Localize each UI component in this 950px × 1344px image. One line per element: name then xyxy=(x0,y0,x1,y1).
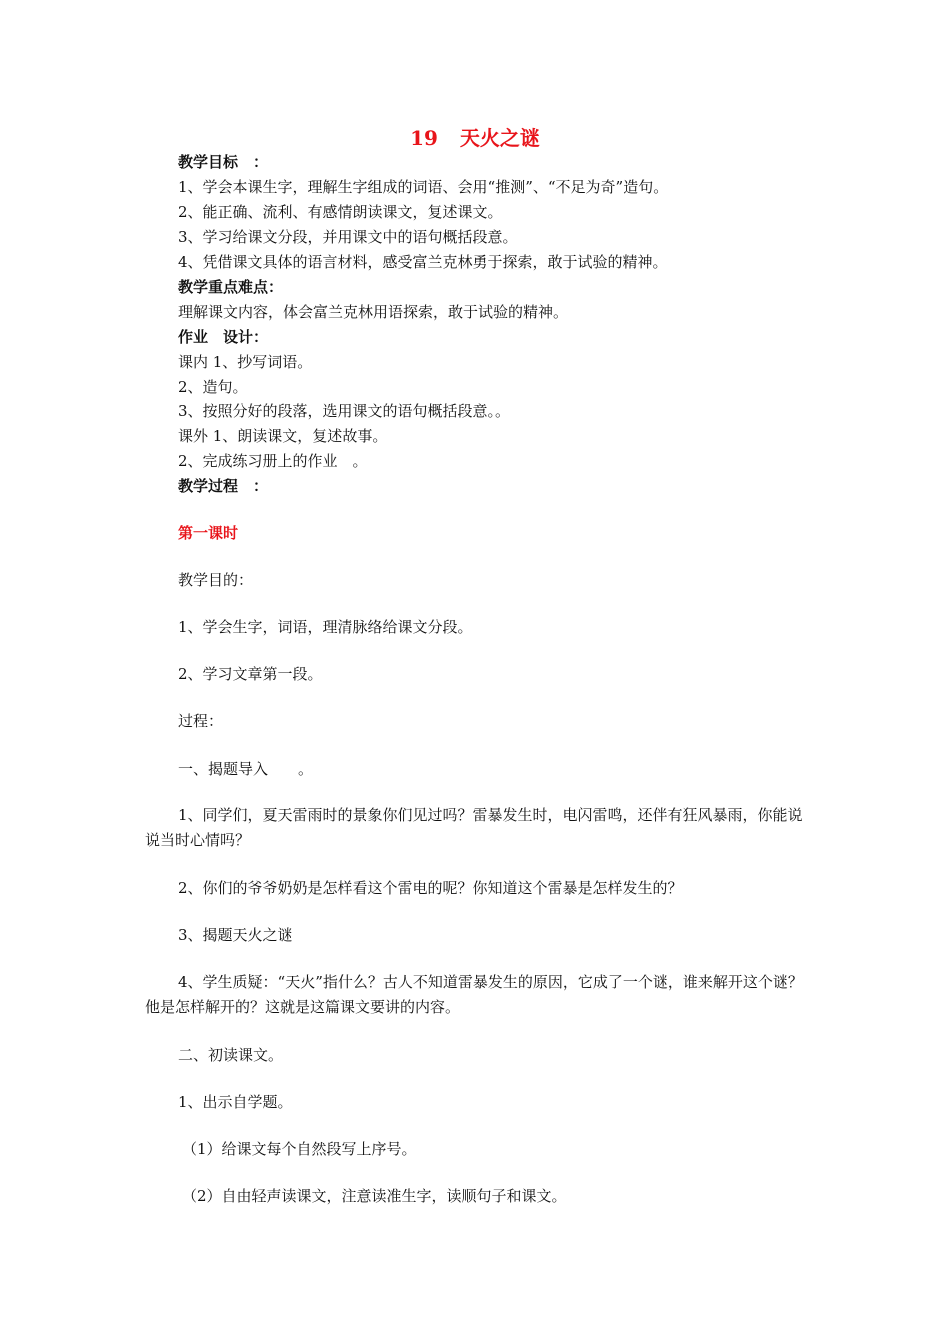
objective-item: 1、学会本课生字，理解生字组成的词语、会用“推测”、“不足为奇”造句。 xyxy=(178,178,669,196)
homework-heading: 作业 设计： xyxy=(178,328,269,346)
section-heading: 二、初读课文。 xyxy=(178,1046,284,1064)
homework-item: 2、完成练习册上的作业 。 xyxy=(178,452,368,470)
paragraph: 4、学生质疑：“天火”指什么？古人不知道雷暴发生的原因，它成了一个谜，谁来解开这个谜？他是怎样解开的？这就是这篇课文要讲的内容。 xyxy=(145,973,803,1016)
lesson-title xyxy=(0,124,950,152)
paragraph: （2）自由轻声读课文，注意读准生字，读顺句子和课文。 xyxy=(182,1187,567,1205)
process-heading: 教学过程 ： xyxy=(178,477,269,495)
homework-item: 课外 1、朗读课文，复述故事。 xyxy=(178,427,388,445)
process-label: 过程： xyxy=(178,712,224,730)
objective-item: 3、学习给课文分段，并用课文中的语句概括段意。 xyxy=(178,228,518,246)
objectives-heading: 教学目标 ： xyxy=(178,153,269,171)
objective-item: 2、能正确、流利、有感情朗读课文，复述课文。 xyxy=(178,203,503,221)
homework-item: 3、按照分好的段落，选用课文的语句概括段意。。 xyxy=(178,402,511,420)
objective-item: 4、凭借课文具体的语言材料，感受富兰克林勇于探索，敢于试验的精神。 xyxy=(178,253,668,271)
key-points-text: 理解课文内容，体会富兰克林用语探索，敢于试验的精神。 xyxy=(178,303,569,321)
paragraph: 1、出示自学题。 xyxy=(178,1093,293,1111)
key-points-heading: 教学重点难点： xyxy=(178,278,284,296)
homework-item: 2、造句。 xyxy=(178,378,248,396)
lesson1-heading: 第一课时 xyxy=(178,524,239,542)
homework-item: 课内 1、抄写词语。 xyxy=(178,353,313,371)
goal-label: 教学目的： xyxy=(178,571,254,589)
lesson-number: 19 xyxy=(410,126,438,150)
lesson-title-text: 天火之谜 xyxy=(459,126,540,150)
paragraph: （1）给课文每个自然段写上序号。 xyxy=(182,1140,417,1158)
section-heading: 一、揭题导入 。 xyxy=(178,760,314,778)
paragraph: 1、同学们，夏天雷雨时的景象你们见过吗？雷暴发生时，电闪雷鸣，还伴有狂风暴雨，你能说说当时心情吗？ xyxy=(145,806,803,849)
paragraph: 3、揭题天火之谜 xyxy=(178,926,293,944)
goal-item: 1、学会生字，词语，理清脉络给课文分段。 xyxy=(178,618,473,636)
goal-item: 2、学习文章第一段。 xyxy=(178,665,323,683)
paragraph: 2、你们的爷爷奶奶是怎样看这个雷电的呢？你知道这个雷暴是怎样发生的？ xyxy=(178,879,683,897)
